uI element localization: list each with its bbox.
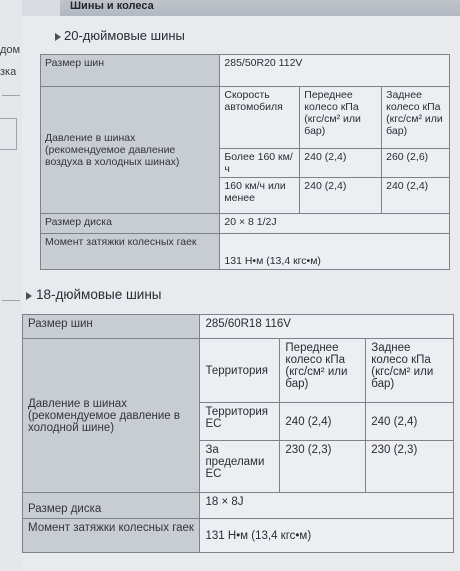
col-rear-header: Заднее колесо кПа (кгс/см² или бар) (366, 339, 454, 403)
col-speed-header: Скорость автомобиля (220, 87, 300, 149)
col-front-header: Переднее колесо кПа (кгс/см² или бар) (300, 87, 382, 149)
rear-pressure-cell: 240 (2,4) (366, 403, 454, 441)
rim-size-value: 20 × 8 1/2J (220, 214, 450, 234)
col-front-header: Переднее колесо кПа (кгс/см² или бар) (280, 339, 366, 403)
front-pressure-cell: 230 (2,3) (280, 441, 366, 493)
col-territory-header: Территория (200, 339, 280, 403)
torque-label: Момент затяжки колесных гаек (23, 519, 200, 553)
margin-box (0, 118, 17, 150)
section-title-20: 20-дюймовые шины (64, 28, 185, 43)
document-page (22, 16, 460, 571)
condition-cell: Более 160 км/ч (220, 149, 300, 178)
condition-cell: За пределами ЕС (200, 441, 280, 493)
margin-word-2: зка (0, 66, 17, 78)
margin-line (2, 300, 20, 301)
tire-size-value: 285/60R18 116V (200, 315, 454, 339)
rear-pressure-cell: 230 (2,3) (366, 441, 454, 493)
page-header: Шины и колеса (60, 0, 460, 16)
front-pressure-cell: 240 (2,4) (300, 178, 382, 214)
margin-line (2, 95, 20, 96)
section-title-18: 18-дюймовые шины (36, 287, 162, 302)
rim-size-value: 18 × 8J (200, 493, 454, 519)
pressure-label: Давление в шинах (рекомендуемое давление в холодной шине) (23, 339, 200, 493)
tire-size-label: Размер шин (41, 55, 220, 87)
condition-cell: 160 км/ч или менее (220, 178, 300, 214)
bullet-icon (26, 292, 32, 300)
torque-value: 131 Н•м (13,4 кгс•м) (220, 234, 450, 270)
col-rear-header: Заднее колесо кПа (кгс/см² или бар) (382, 87, 450, 149)
rim-size-label: Размер диска (23, 493, 200, 519)
front-pressure-cell: 240 (2,4) (280, 403, 366, 441)
rear-pressure-cell: 240 (2,4) (382, 178, 450, 214)
torque-value: 131 Н•м (13,4 кгс•м) (200, 519, 454, 553)
tire-table-20 (40, 54, 450, 270)
front-pressure-cell: 240 (2,4) (300, 149, 382, 178)
pressure-label: Давление в шинах (рекомендуемое давление воздуха в холодных шинах) (41, 87, 220, 214)
margin-word-1: дом (0, 44, 21, 56)
tire-size-label: Размер шин (23, 315, 200, 339)
rear-pressure-cell: 260 (2,6) (382, 149, 450, 178)
tire-size-value: 285/50R20 112V (220, 55, 450, 87)
tire-table-18 (22, 314, 454, 553)
torque-label: Момент затяжки колесных гаек (41, 234, 220, 270)
rim-size-label: Размер диска (41, 214, 220, 234)
bullet-icon (55, 33, 61, 41)
previous-page-margin (0, 0, 22, 571)
condition-cell: Территория ЕС (200, 403, 280, 441)
